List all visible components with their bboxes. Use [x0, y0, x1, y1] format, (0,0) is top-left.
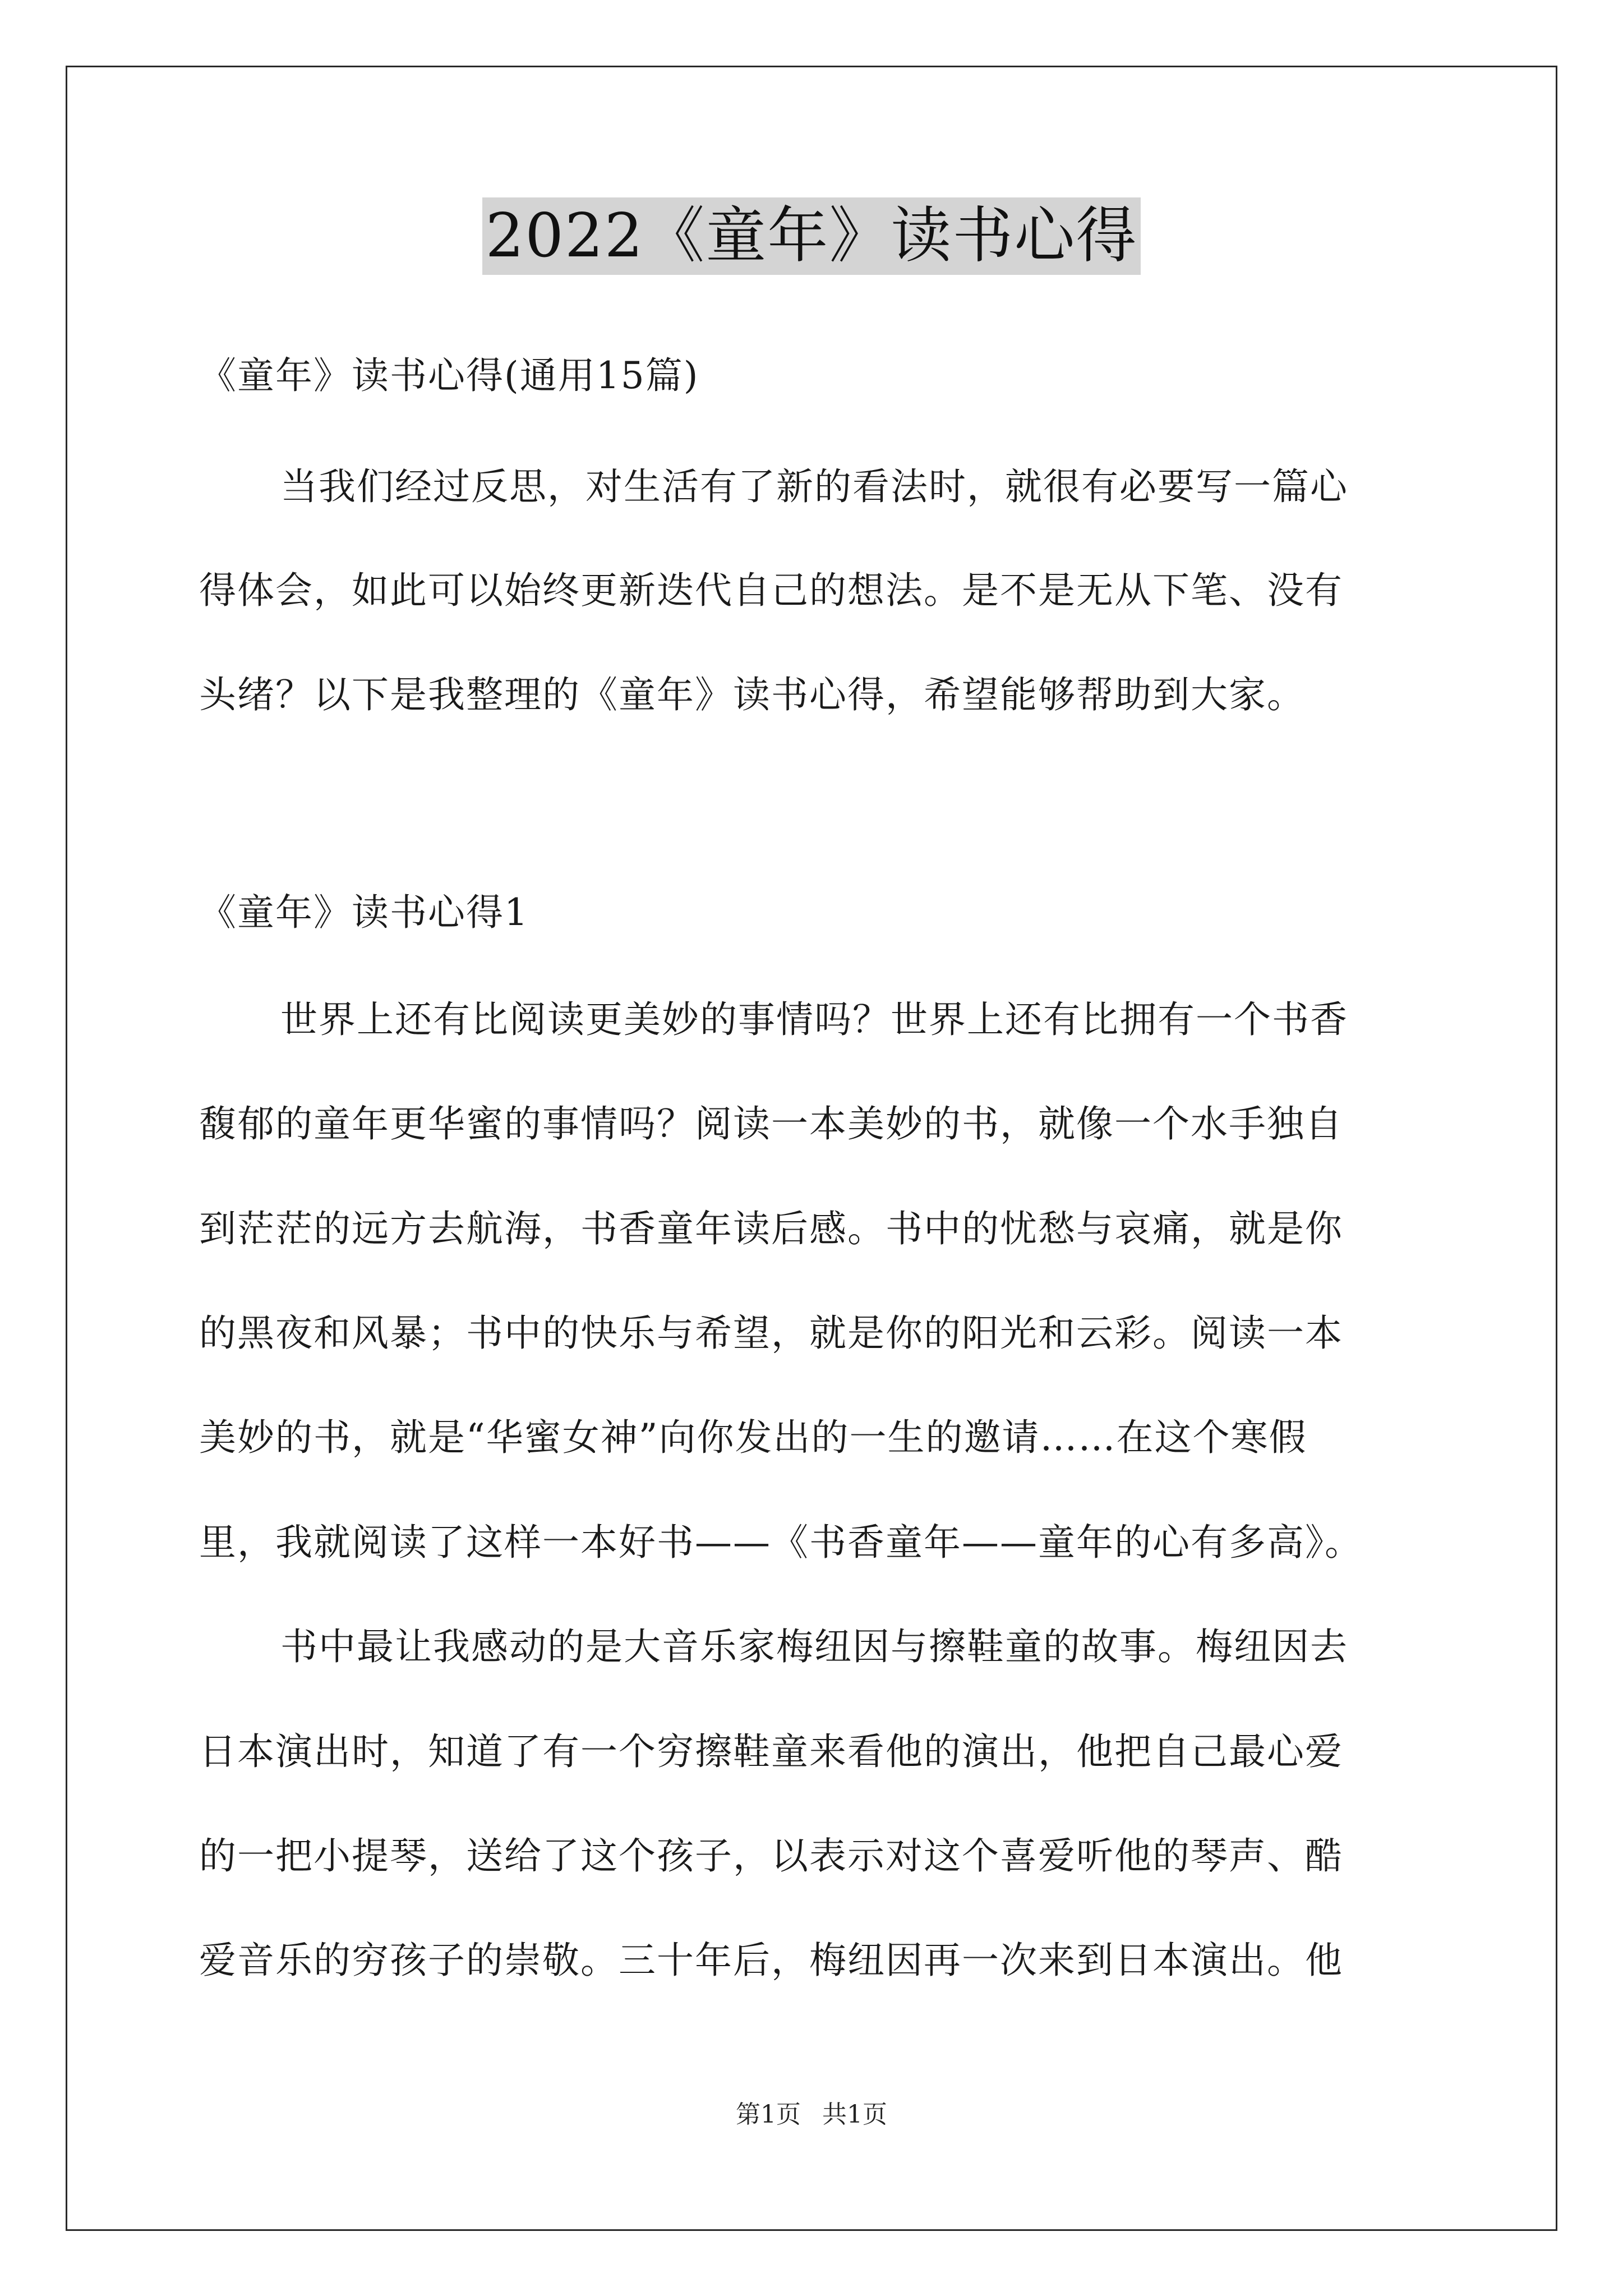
- title-block: [0, 197, 1623, 275]
- para1-line: 馥郁的童年更华蜜的事情吗？阅读一本美妙的书，就像一个水手独自: [199, 1102, 1343, 1145]
- page-number: 第1页: [736, 2100, 801, 2129]
- subtitle: 《童年》读书心得(通用15篇): [199, 354, 699, 397]
- document-title: 2022《童年》读书心得: [482, 197, 1141, 275]
- para2-line: 书中最让我感动的是大音乐家梅纽因与擦鞋童的故事。梅纽因去: [280, 1625, 1348, 1668]
- page-total: 共1页: [822, 2100, 887, 2129]
- para2-line: 的一把小提琴，送给了这个孩子，以表示对这个喜爱听他的琴声、酷: [199, 1834, 1343, 1878]
- intro-line: 头绪？以下是我整理的《童年》读书心得，希望能够帮助到大家。: [199, 673, 1305, 716]
- para1-line: 世界上还有比阅读更美妙的事情吗？世界上还有比拥有一个书香: [280, 998, 1348, 1041]
- para1-line: 美妙的书，就是“华蜜女神”向你发出的一生的邀请……在这个寒假: [199, 1416, 1307, 1459]
- page-footer: [0, 2098, 1623, 2132]
- para2-line: 日本演出时，知道了有一个穷擦鞋童来看他的演出，他把自己最心爱: [199, 1730, 1343, 1773]
- section-heading: 《童年》读书心得1: [199, 891, 529, 934]
- para1-line: 到茫茫的远方去航海，书香童年读后感。书中的忧愁与哀痛，就是你: [199, 1207, 1343, 1250]
- para2-line: 爱音乐的穷孩子的崇敬。三十年后，梅纽因再一次来到日本演出。他: [199, 1939, 1343, 1982]
- intro-line: 得体会，如此可以始终更新迭代自己的想法。是不是无从下笔、没有: [199, 569, 1343, 612]
- para1-line: 的黑夜和风暴；书中的快乐与希望，就是你的阳光和云彩。阅读一本: [199, 1312, 1343, 1355]
- para1-line: 里，我就阅读了这样一本好书——《书香童年——童年的心有多高》。: [199, 1521, 1363, 1564]
- intro-line: 当我们经过反思，对生活有了新的看法时，就很有必要写一篇心: [280, 465, 1348, 508]
